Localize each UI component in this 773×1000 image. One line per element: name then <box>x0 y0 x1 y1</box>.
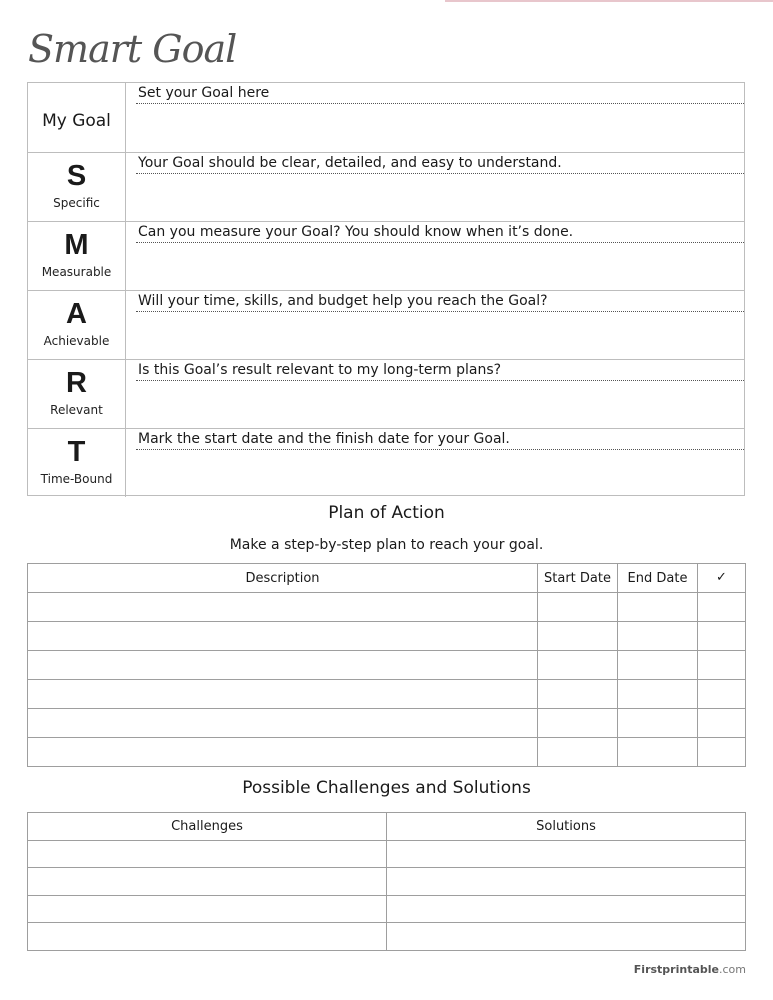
top-accent-bar <box>445 0 773 2</box>
table-row <box>28 923 746 951</box>
challenges-header-row <box>28 813 746 841</box>
smart-prompt: Can you measure your Goal? You should know when it’s done. <box>136 222 744 243</box>
start-date-header: Start Date <box>538 564 618 593</box>
done-cell[interactable] <box>698 738 746 767</box>
smart-letter: M <box>64 229 89 261</box>
smart-goal-table <box>27 82 745 496</box>
challenge-cell[interactable] <box>28 868 387 896</box>
end-date-cell[interactable] <box>618 593 698 622</box>
letter-cell <box>28 291 126 359</box>
end-date-cell[interactable] <box>618 651 698 680</box>
description-cell[interactable] <box>28 709 538 738</box>
smart-row-relevant <box>28 359 744 428</box>
smart-prompt: Will your time, skills, and budget help you reach the Goal? <box>136 291 744 312</box>
goal-label-cell <box>28 83 126 152</box>
table-row <box>28 680 746 709</box>
table-row <box>28 622 746 651</box>
smart-prompt: Is this Goal’s result relevant to my long-term plans? <box>136 360 744 381</box>
letter-cell <box>28 222 126 290</box>
smart-row-measurable <box>28 221 744 290</box>
smart-word: Achievable <box>43 334 110 348</box>
letter-cell <box>28 360 126 428</box>
challenge-cell[interactable] <box>28 840 387 868</box>
smart-word: Time-Bound <box>40 472 113 486</box>
solution-cell[interactable] <box>387 868 746 896</box>
goal-prompt: Set your Goal here <box>136 83 744 104</box>
table-row <box>28 840 746 868</box>
solution-cell[interactable] <box>387 923 746 951</box>
solution-cell[interactable] <box>387 895 746 923</box>
challenges-table <box>27 812 746 951</box>
smart-row-achievable <box>28 290 744 359</box>
plan-title: Plan of Action <box>328 503 445 523</box>
smart-word: Measurable <box>41 265 112 279</box>
end-date-cell[interactable] <box>618 738 698 767</box>
table-row <box>28 651 746 680</box>
brand-suffix: .com <box>719 963 746 976</box>
table-row <box>28 868 746 896</box>
letter-cell <box>28 429 126 497</box>
challenge-cell[interactable] <box>28 923 387 951</box>
smart-row-time-bound <box>28 428 744 497</box>
table-row <box>28 593 746 622</box>
description-cell[interactable] <box>28 593 538 622</box>
description-header: Description <box>28 564 538 593</box>
done-cell[interactable] <box>698 622 746 651</box>
done-cell[interactable] <box>698 709 746 738</box>
plan-table <box>27 563 746 767</box>
brand-watermark <box>634 963 746 976</box>
challenges-header: Challenges <box>28 813 387 841</box>
smart-letter: R <box>66 367 87 399</box>
done-cell[interactable] <box>698 651 746 680</box>
smart-prompt: Mark the start date and the finish date for your Goal. <box>136 429 744 450</box>
end-date-cell[interactable] <box>618 709 698 738</box>
done-cell[interactable] <box>698 680 746 709</box>
goal-row <box>28 83 744 152</box>
checkmark-icon: ✓ <box>698 564 746 593</box>
page-title: Smart Goal <box>28 27 237 71</box>
solution-cell[interactable] <box>387 840 746 868</box>
description-cell[interactable] <box>28 738 538 767</box>
smart-prompt: Your Goal should be clear, detailed, and easy to understand. <box>136 153 744 174</box>
solutions-header: Solutions <box>387 813 746 841</box>
plan-subtitle: Make a step-by-step plan to reach your goal. <box>229 537 544 553</box>
brand-name: Firstprintable <box>633 963 719 976</box>
start-date-cell[interactable] <box>538 651 618 680</box>
goal-label: My Goal <box>42 111 111 131</box>
challenges-title: Possible Challenges and Solutions <box>242 778 531 798</box>
table-row <box>28 738 746 767</box>
letter-cell <box>28 153 126 221</box>
description-cell[interactable] <box>28 651 538 680</box>
end-date-cell[interactable] <box>618 622 698 651</box>
smart-word: Specific <box>53 196 100 210</box>
plan-header-row <box>28 564 746 593</box>
description-cell[interactable] <box>28 680 538 709</box>
challenge-cell[interactable] <box>28 895 387 923</box>
end-date-cell[interactable] <box>618 680 698 709</box>
table-row <box>28 709 746 738</box>
start-date-cell[interactable] <box>538 622 618 651</box>
smart-letter: A <box>66 298 87 330</box>
start-date-cell[interactable] <box>538 738 618 767</box>
smart-word: Relevant <box>50 403 103 417</box>
smart-letter: T <box>67 436 86 468</box>
end-date-header: End Date <box>618 564 698 593</box>
smart-letter: S <box>66 160 87 192</box>
start-date-cell[interactable] <box>538 593 618 622</box>
smart-row-specific <box>28 152 744 221</box>
table-row <box>28 895 746 923</box>
description-cell[interactable] <box>28 622 538 651</box>
start-date-cell[interactable] <box>538 680 618 709</box>
start-date-cell[interactable] <box>538 709 618 738</box>
done-cell[interactable] <box>698 593 746 622</box>
